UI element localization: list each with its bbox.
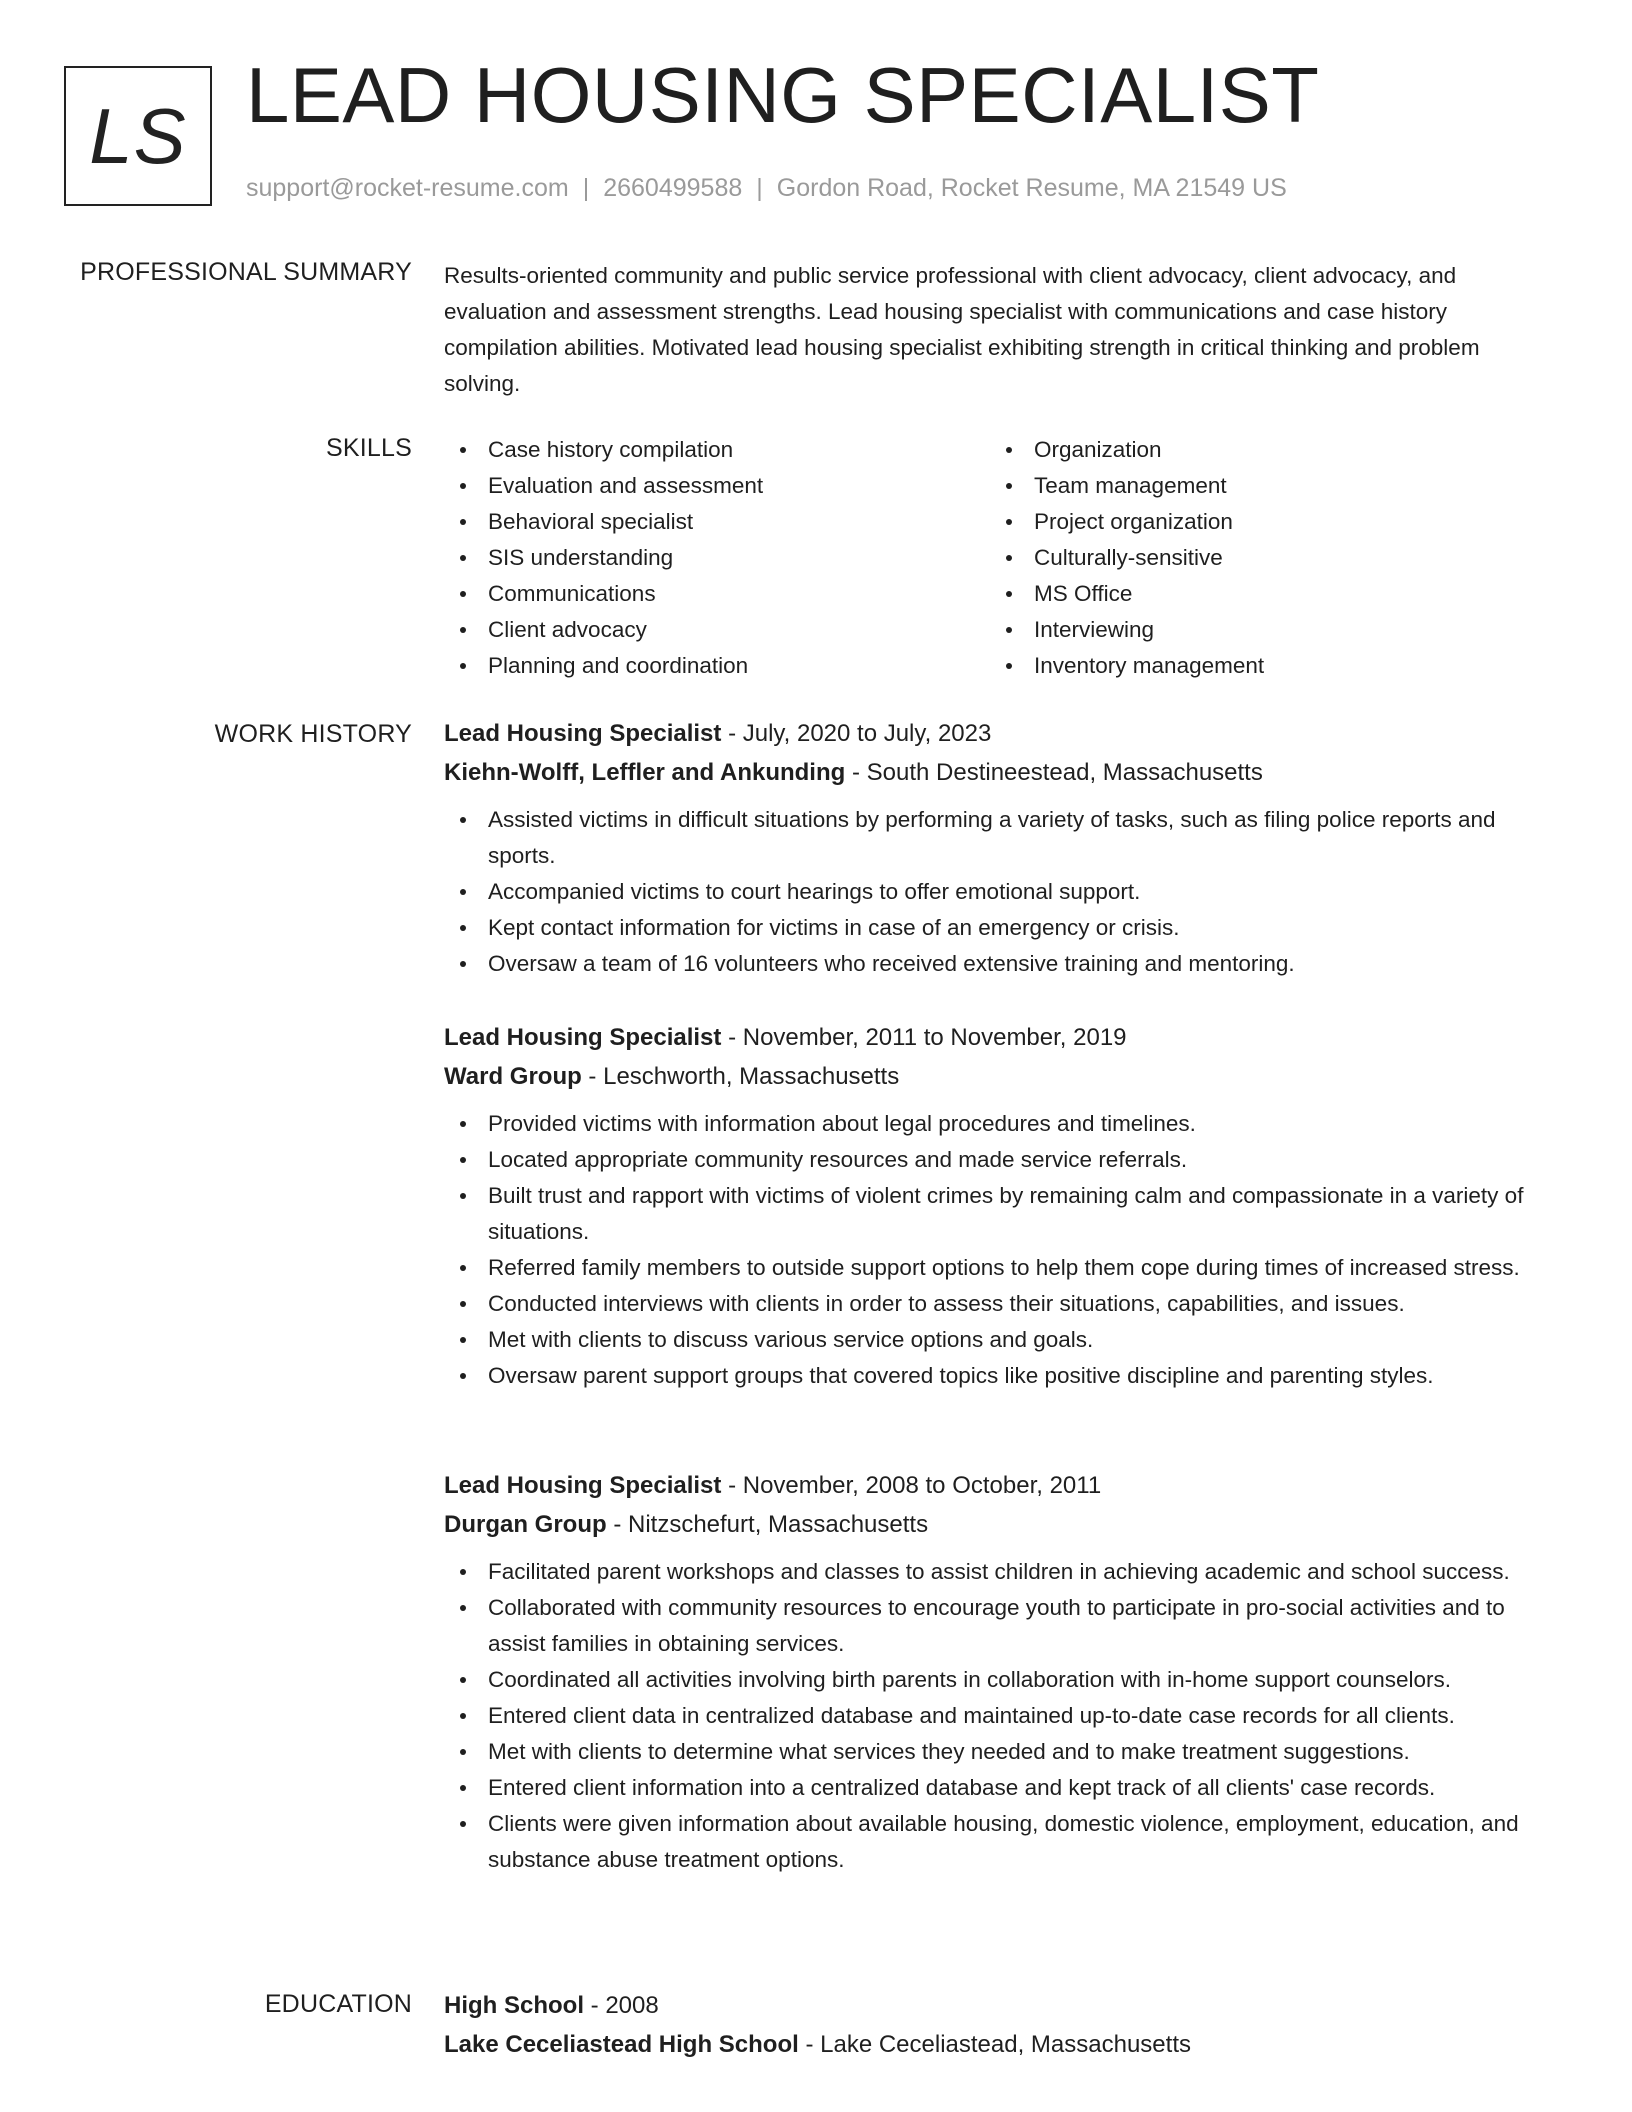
monogram-badge — [64, 66, 212, 206]
education-degree: High School — [444, 1992, 584, 2019]
skills-list-right — [990, 432, 1530, 684]
education-year: - 2008 — [584, 1992, 659, 2019]
monogram-initials: LS — [89, 91, 187, 180]
education-location: - Lake Ceceliastead, Massachusetts — [798, 2031, 1191, 2058]
job-company-line — [444, 1057, 1552, 1096]
skill-item: Interviewing — [990, 612, 1530, 648]
skill-item: Inventory management — [990, 648, 1530, 684]
job-dates: - November, 2008 to October, 2011 — [721, 1472, 1102, 1499]
duty-item: Assisted victims in difficult situations by performing a variety of tasks, such as filing police reports and sports. — [444, 802, 1552, 874]
duty-item: Located appropriate community resources and made service referrals. — [444, 1142, 1552, 1178]
duty-item: Oversaw a team of 16 volunteers who received extensive training and mentoring. — [444, 946, 1552, 982]
education-degree-line — [444, 1986, 1552, 2025]
job-location: - Nitzschefurt, Massachusetts — [606, 1511, 929, 1538]
duty-item: Coordinated all activities involving birth parents in collaboration with in-home support counselors. — [444, 1662, 1552, 1698]
job-company: Kiehn-Wolff, Leffler and Ankunding — [444, 759, 846, 786]
job-title-line — [444, 1466, 1552, 1505]
job-entry — [444, 714, 1552, 982]
contact-line — [246, 174, 1287, 203]
job-duties — [444, 802, 1552, 982]
job-entry — [444, 1466, 1552, 1878]
skill-item: Culturally-sensitive — [990, 540, 1530, 576]
duty-item: Entered client information into a centralized database and kept track of all clients' case records. — [444, 1770, 1552, 1806]
contact-separator: | — [756, 174, 763, 202]
job-entry — [444, 1018, 1552, 1394]
resume-title: LEAD HOUSING SPECIALIST — [246, 51, 1320, 139]
summary-text: Results-oriented community and public service professional with client advocacy, client advocacy, and evaluation and assessment strengths. Lead housing specialist with communications and case history compilation abilities. Motivated lead housing specialist exhibiting strength in critical thinking and problem solving. — [444, 263, 1480, 396]
job-company: Ward Group — [444, 1063, 582, 1090]
job-duties — [444, 1554, 1552, 1878]
skills-heading: SKILLS — [326, 434, 412, 462]
job-company-line — [444, 753, 1552, 792]
contact-phone[interactable]: 2660499588 — [603, 174, 743, 202]
job-location: - Leschworth, Massachusetts — [581, 1063, 900, 1090]
summary-heading: PROFESSIONAL SUMMARY — [80, 258, 412, 286]
education-school-line — [444, 2025, 1552, 2064]
duty-item: Accompanied victims to court hearings to offer emotional support. — [444, 874, 1552, 910]
job-title: Lead Housing Specialist — [444, 1024, 722, 1051]
job-dates: - July, 2020 to July, 2023 — [721, 720, 992, 747]
duty-item: Provided victims with information about legal procedures and timelines. — [444, 1106, 1552, 1142]
job-company: Durgan Group — [444, 1511, 607, 1538]
duty-item: Entered client data in centralized database and maintained up-to-date case records for all clients. — [444, 1698, 1552, 1734]
education-school: Lake Ceceliastead High School — [444, 2031, 799, 2058]
job-location: - South Destineestead, Massachusetts — [845, 759, 1263, 786]
education-heading: EDUCATION — [264, 1990, 412, 2018]
job-title: Lead Housing Specialist — [444, 1472, 722, 1499]
skill-item: Team management — [990, 468, 1530, 504]
work-history-heading: WORK HISTORY — [214, 720, 412, 748]
duty-item: Referred family members to outside support options to help them cope during times of increased stress. — [444, 1250, 1552, 1286]
skill-item: Communications — [444, 576, 984, 612]
skill-item: Planning and coordination — [444, 648, 984, 684]
job-title-line — [444, 714, 1552, 753]
duty-item: Facilitated parent workshops and classes to assist children in achieving academic and school success. — [444, 1554, 1552, 1590]
duty-item: Oversaw parent support groups that covered topics like positive discipline and parenting styles. — [444, 1358, 1552, 1394]
skill-item: Client advocacy — [444, 612, 984, 648]
duty-item: Met with clients to determine what services they needed and to make treatment suggestions. — [444, 1734, 1552, 1770]
skills-list-left — [444, 432, 984, 684]
duty-item: Clients were given information about available housing, domestic violence, employment, education, and substance abuse treatment options. — [444, 1806, 1552, 1878]
job-title-line — [444, 1018, 1552, 1057]
duty-item: Kept contact information for victims in case of an emergency or crisis. — [444, 910, 1552, 946]
skill-item: Case history compilation — [444, 432, 984, 468]
skill-item: Project organization — [990, 504, 1530, 540]
skill-item: Behavioral specialist — [444, 504, 984, 540]
skill-item: SIS understanding — [444, 540, 984, 576]
job-title: Lead Housing Specialist — [444, 720, 722, 747]
skill-item: Organization — [990, 432, 1530, 468]
duty-item: Built trust and rapport with victims of violent crimes by remaining calm and compassionate in a variety of situations. — [444, 1178, 1552, 1250]
job-company-line — [444, 1505, 1552, 1544]
contact-separator: | — [582, 174, 590, 202]
skill-item: Evaluation and assessment — [444, 468, 984, 504]
contact-email[interactable]: support@rocket-resume.com — [246, 174, 569, 202]
duty-item: Conducted interviews with clients in order to assess their situations, capabilities, and issues. — [444, 1286, 1552, 1322]
job-dates: - November, 2011 to November, 2019 — [721, 1024, 1127, 1051]
contact-address: Gordon Road, Rocket Resume, MA 21549 US — [776, 174, 1287, 202]
job-duties — [444, 1106, 1552, 1394]
skill-item: MS Office — [990, 576, 1530, 612]
duty-item: Collaborated with community resources to encourage youth to participate in pro-social activities and to assist families in obtaining services. — [444, 1590, 1552, 1662]
duty-item: Met with clients to discuss various service options and goals. — [444, 1322, 1552, 1358]
